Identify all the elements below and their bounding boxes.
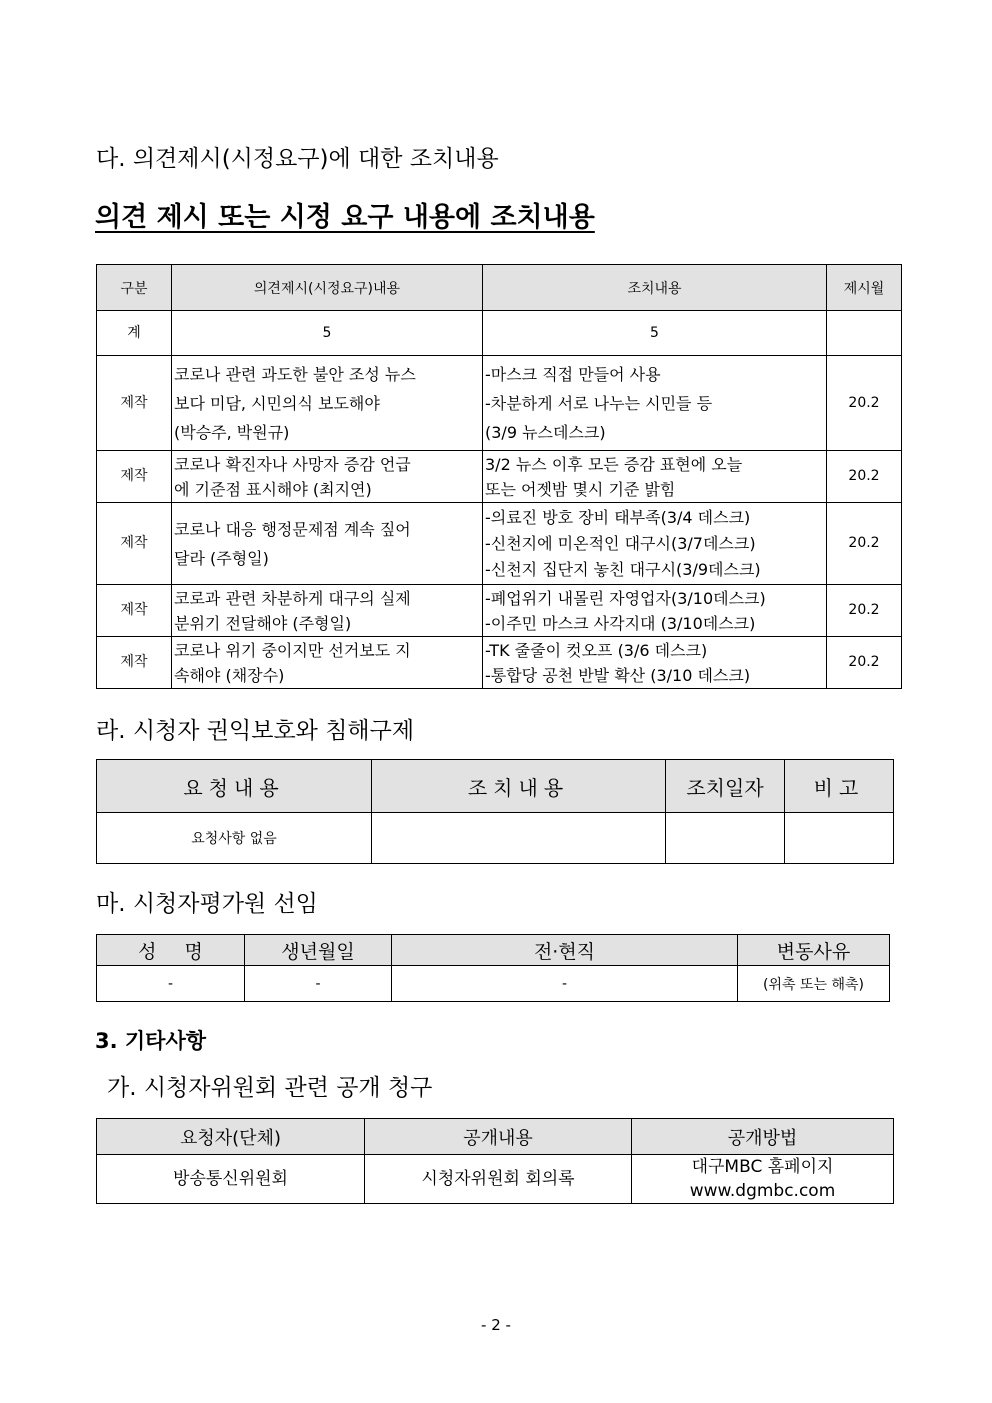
action-line: 3/2 뉴스 이후 모든 증감 표현에 오늘: [485, 454, 743, 474]
row-actions: [483, 356, 827, 451]
action-line: 또는 어젯밤 몇시 기준 밝힘: [485, 479, 676, 499]
section-heading-ma: 마. 시청자평가원 선임: [96, 891, 318, 917]
header-position: 전·현직: [392, 935, 738, 966]
row-category: 제작: [97, 585, 172, 637]
row-month: 20.2: [827, 451, 902, 503]
action-line: (3/9 뉴스데스크): [485, 422, 606, 442]
row-category: 제작: [97, 503, 172, 585]
table-row: [97, 451, 902, 503]
total-opinions: 5: [172, 311, 483, 356]
change-reason-cell: (위촉 또는 해촉): [738, 966, 890, 1002]
total-row: [97, 311, 902, 356]
row-actions: [483, 503, 827, 585]
header-disclosure-content: 공개내용: [365, 1119, 632, 1155]
table-header-row: [97, 760, 894, 813]
action-line: -폐업위기 내몰린 자영업자(3/10데스크): [485, 588, 766, 608]
table-row: [97, 1155, 894, 1204]
name-cell: -: [97, 966, 245, 1002]
action-line: -TK 줄줄이 컷오프 (3/6 데스크): [485, 640, 708, 660]
method-line: 대구MBC 홈페이지: [691, 1157, 834, 1177]
action-line: -신천지에 미온적인 대구시(3/7데스크): [485, 533, 756, 553]
header-note: 비고: [785, 760, 894, 813]
disclosure-method-cell: [632, 1155, 894, 1204]
header-measure: 조치내용: [372, 760, 666, 813]
action-line: -신천지 집단지 놓친 대구시(3/9데스크): [485, 559, 761, 579]
row-content: [172, 585, 483, 637]
action-line: -통합당 공천 반발 확산 (3/10 데스크): [485, 665, 751, 685]
website-url: www.dgmbc.com: [689, 1181, 836, 1201]
section-heading-3: 3. 기타사항: [95, 1029, 207, 1053]
header-action: 조치내용: [483, 265, 827, 311]
table-row: [97, 813, 894, 864]
content-line: 코로나 위기 중이지만 선거보도 지: [174, 640, 411, 660]
header-requester: 요청자(단체): [97, 1119, 365, 1155]
row-month: 20.2: [827, 585, 902, 637]
section-heading-ra: 라. 시청자 권익보호와 침해구제: [96, 718, 415, 744]
requester-cell: 방송통신위원회: [97, 1155, 365, 1204]
total-actions: 5: [483, 311, 827, 356]
header-disclosure-method: 공개방법: [632, 1119, 894, 1155]
measure-cell: [372, 813, 666, 864]
table-row: [97, 503, 902, 585]
row-category: 제작: [97, 637, 172, 689]
header-opinion: 의견제시(시정요구)내용: [172, 265, 483, 311]
disclosure-request-table: [96, 1118, 894, 1204]
row-month: 20.2: [827, 637, 902, 689]
table-header-row: [97, 1119, 894, 1155]
row-content: [172, 637, 483, 689]
section-heading-ga: 가. 시청자위원회 관련 공개 청구: [107, 1075, 433, 1101]
table-row: [97, 637, 902, 689]
header-name: 성 명: [97, 935, 245, 966]
row-content: [172, 451, 483, 503]
header-request: 요청내용: [97, 760, 372, 813]
header-category: 구분: [97, 265, 172, 311]
note-cell: [785, 813, 894, 864]
row-actions: [483, 585, 827, 637]
content-line: 달라 (주형일): [174, 548, 269, 568]
opinion-action-table: [96, 264, 902, 689]
content-line: 코로나 확진자나 사망자 증감 언급: [174, 454, 411, 474]
action-line: -이주민 마스크 사각지대 (3/10데스크): [485, 613, 756, 633]
page-number: - 2 -: [481, 1316, 511, 1334]
header-birthdate: 생년월일: [245, 935, 392, 966]
content-line: 코로나 관련 과도한 불안 조성 뉴스: [174, 364, 416, 384]
table-header-row: [97, 935, 890, 966]
table-header-row: [97, 265, 902, 311]
row-month: 20.2: [827, 356, 902, 451]
date-cell: [666, 813, 785, 864]
request-cell: 요청사항 없음: [97, 813, 372, 864]
content-line: 분위기 전달해야 (주형일): [174, 613, 352, 633]
row-category: 제작: [97, 356, 172, 451]
row-month: 20.2: [827, 503, 902, 585]
content-line: 속해야 (채장수): [174, 665, 285, 685]
action-line: -차분하게 서로 나누는 시민들 등: [485, 393, 713, 413]
header-month: 제시월: [827, 265, 902, 311]
row-content: [172, 503, 483, 585]
row-content: [172, 356, 483, 451]
action-line: -의료진 방호 장비 태부족(3/4 데스크): [485, 507, 751, 527]
action-line: -마스크 직접 만들어 사용: [485, 364, 661, 384]
total-month: [827, 311, 902, 356]
header-change-reason: 변동사유: [738, 935, 890, 966]
content-line: 에 기준점 표시해야 (최지연): [174, 479, 372, 499]
section-heading-da: 다. 의견제시(시정요구)에 대한 조치내용: [96, 146, 499, 172]
total-label: 계: [97, 311, 172, 356]
content-line: (박승주, 박원규): [174, 422, 290, 442]
row-category: 제작: [97, 451, 172, 503]
header-measure-date: 조치일자: [666, 760, 785, 813]
table-row: [97, 585, 902, 637]
row-actions: [483, 451, 827, 503]
table-row: [97, 966, 890, 1002]
birthdate-cell: -: [245, 966, 392, 1002]
viewer-rights-table: [96, 759, 894, 864]
row-actions: [483, 637, 827, 689]
content-line: 보다 미담, 시민의식 보도해야: [174, 393, 380, 413]
disclosure-content-cell: 시청자위원회 회의록: [365, 1155, 632, 1204]
content-line: 코로나 대응 행정문제점 계속 짚어: [174, 519, 411, 539]
evaluator-table: [96, 934, 890, 1002]
position-cell: -: [392, 966, 738, 1002]
content-line: 코로과 관련 차분하게 대구의 실제: [174, 588, 411, 608]
bold-title: 의견 제시 또는 시정 요구 내용에 조치내용: [95, 202, 595, 233]
table-row: [97, 356, 902, 451]
